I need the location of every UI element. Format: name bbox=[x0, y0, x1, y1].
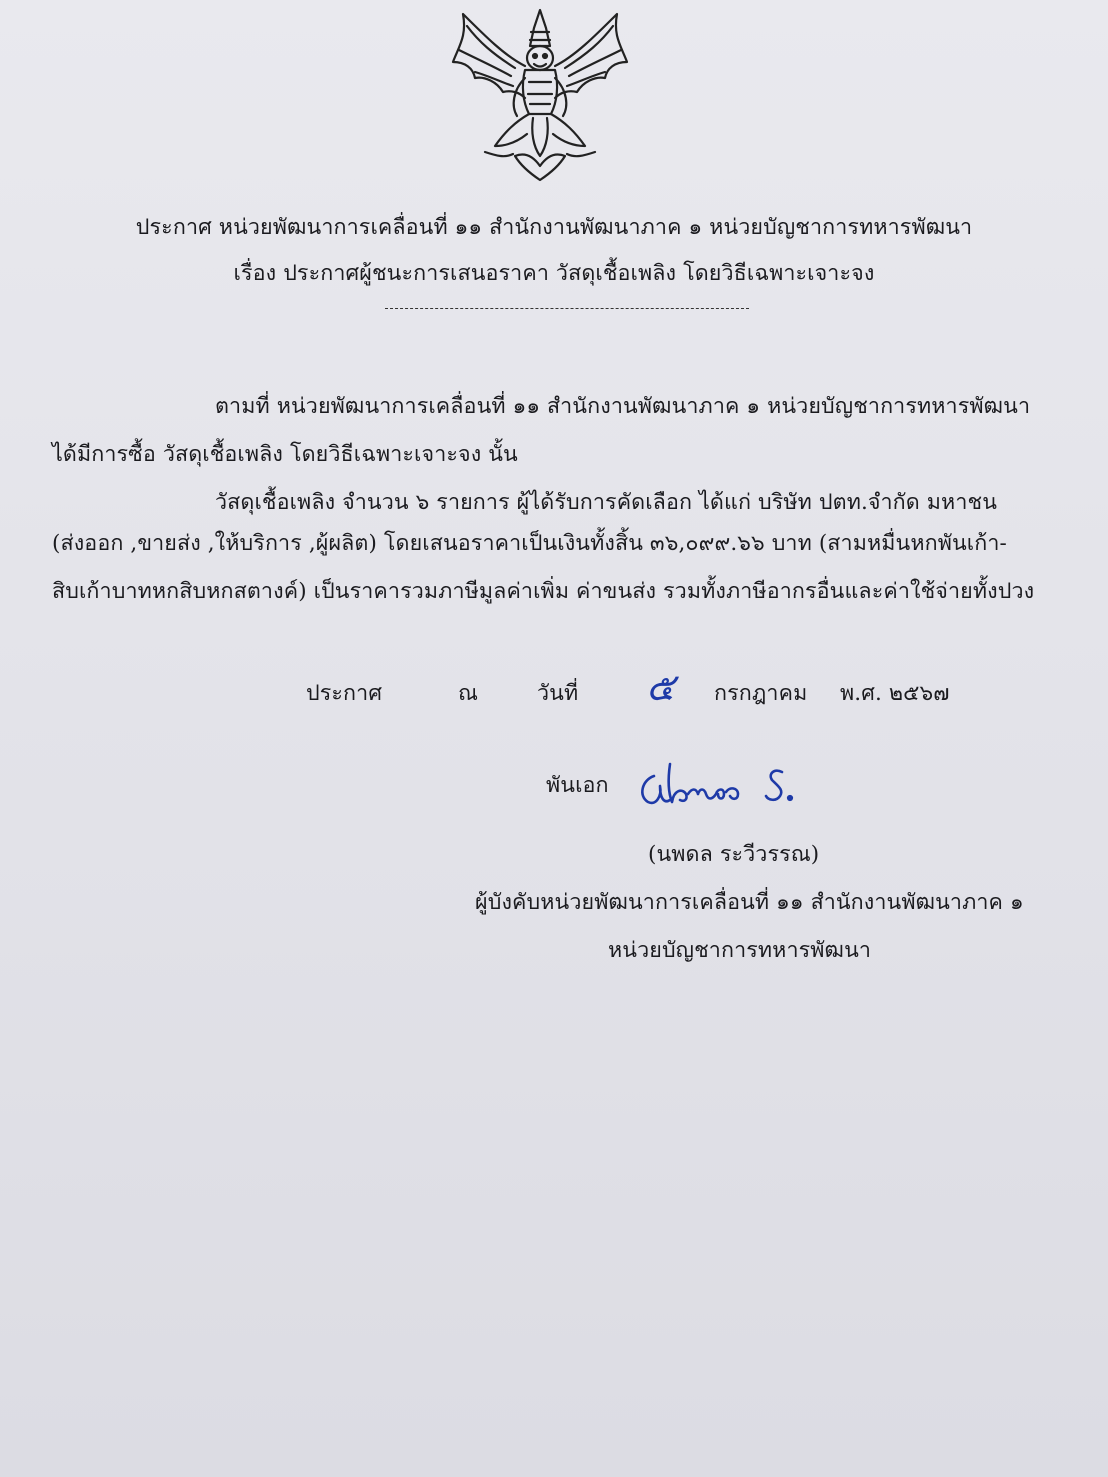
date-at: ณ bbox=[458, 681, 479, 706]
header-line-1: ประกาศ หน่วยพัฒนาการเคลื่อนที่ ๑๑ สำนักงานพัฒนาภาค ๑ หน่วยบัญชาการทหารพัฒนา bbox=[135, 215, 973, 240]
divider bbox=[385, 308, 749, 309]
date-day-label: วันที่ bbox=[537, 681, 579, 706]
date-year: พ.ศ. ๒๕๖๗ bbox=[840, 681, 950, 706]
date-month: กรกฎาคม bbox=[714, 681, 808, 706]
paragraph-1-line-1: ตามที่ หน่วยพัฒนาการเคลื่อนที่ ๑๑ สำนักงานพัฒนาภาค ๑ หน่วยบัญชาการทหารพัฒนา bbox=[215, 394, 1031, 419]
paragraph-1-line-2: ได้มีการซื้อ วัสดุเชื้อเพลิง โดยวิธีเฉพาะเจาะจง นั้น bbox=[52, 442, 518, 467]
signer-position-line-2: หน่วยบัญชาการทหารพัฒนา bbox=[608, 938, 872, 963]
paragraph-2-line-1: วัสดุเชื้อเพลิง จำนวน ๖ รายการ ผู้ได้รับการคัดเลือก ได้แก่ บริษัท ปตท.จำกัด มหาชน bbox=[215, 490, 997, 515]
garuda-emblem bbox=[445, 6, 635, 182]
signer-rank: พันเอก bbox=[546, 773, 609, 798]
signer-name: (นพดล ระวีวรรณ) bbox=[648, 842, 820, 867]
signer-position-line-1: ผู้บังคับหน่วยพัฒนาการเคลื่อนที่ ๑๑ สำนักงานพัฒนาภาค ๑ bbox=[475, 890, 1024, 915]
handwritten-signature bbox=[634, 756, 804, 814]
handwritten-day: ๕ bbox=[646, 665, 675, 709]
paragraph-2-line-3: สิบเก้าบาทหกสิบหกสตางค์) เป็นราคารวมภาษีมูลค่าเพิ่ม ค่าขนส่ง รวมทั้งภาษีอากรอื่นและค่าใช้จ่ายทั้งปวง bbox=[52, 579, 1035, 604]
subject-line: เรื่อง ประกาศผู้ชนะการเสนอราคา วัสดุเชื้อเพลิง โดยวิธีเฉพาะเจาะจง bbox=[233, 261, 875, 286]
date-announce: ประกาศ bbox=[306, 681, 383, 706]
paragraph-2-line-2: (ส่งออก ,ขายส่ง ,ให้บริการ ,ผู้ผลิต) โดยเสนอราคาเป็นเงินทั้งสิ้น ๓๖,๐๙๙.๖๖ บาท (สามหมื่นหกพันเก้า- bbox=[52, 531, 1007, 556]
